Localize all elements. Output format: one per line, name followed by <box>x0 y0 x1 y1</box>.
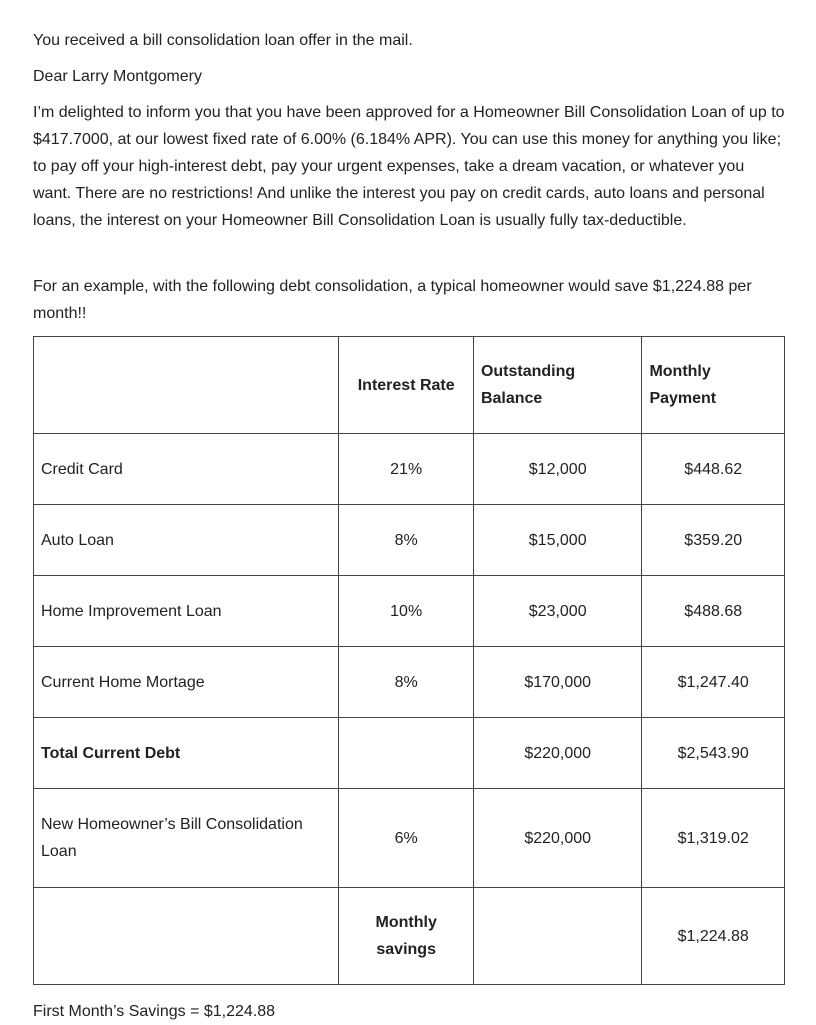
greeting: Dear Larry Montgomery <box>33 68 202 85</box>
row-label: Auto Loan <box>34 505 339 576</box>
intro-text: You received a bill consolidation loan offer in the mail. <box>33 32 413 49</box>
row-rate: 21% <box>339 434 474 505</box>
row-balance: $220,000 <box>473 789 642 888</box>
first-month-savings: First Month’s Savings = $1,224.88 <box>33 1003 276 1020</box>
row-balance: $220,000 <box>473 718 642 789</box>
table-row <box>34 576 785 647</box>
row-rate <box>339 718 474 789</box>
row-label: Current Home Mortage <box>34 647 339 718</box>
debt-comparison-table <box>33 336 785 985</box>
header-interest-rate: Interest Rate <box>339 337 474 434</box>
header-monthly-payment: Monthly Payment <box>642 337 785 434</box>
monthly-savings-label: Monthly savings <box>339 888 474 985</box>
row-label: Credit Card <box>34 434 339 505</box>
row-payment: $2,543.90 <box>642 718 785 789</box>
table-row <box>34 647 785 718</box>
header-blank <box>34 337 339 434</box>
table-row-savings <box>34 888 785 985</box>
header-outstanding-balance: Outstanding Balance <box>473 337 642 434</box>
row-balance: $170,000 <box>473 647 642 718</box>
row-rate: 6% <box>339 789 474 888</box>
row-label: Total Current Debt <box>34 718 339 789</box>
row-rate: 8% <box>339 505 474 576</box>
row-label: New Homeowner’s Bill Consolidation Loan <box>34 789 339 888</box>
row-balance: $23,000 <box>473 576 642 647</box>
row-label <box>34 888 339 985</box>
row-payment: $1,319.02 <box>642 789 785 888</box>
monthly-savings-value: $1,224.88 <box>642 888 785 985</box>
row-rate: 8% <box>339 647 474 718</box>
table-header-row <box>34 337 785 434</box>
row-balance <box>473 888 642 985</box>
row-rate: 10% <box>339 576 474 647</box>
row-payment: $1,247.40 <box>642 647 785 718</box>
table-row <box>34 434 785 505</box>
row-balance: $15,000 <box>473 505 642 576</box>
row-balance: $12,000 <box>473 434 642 505</box>
row-payment: $488.68 <box>642 576 785 647</box>
example-text: For an example, with the following debt consolidation, a typical homeowner would save $1,224.88 per month!! <box>33 278 752 322</box>
table-row <box>34 505 785 576</box>
row-payment: $448.62 <box>642 434 785 505</box>
table-row-total <box>34 718 785 789</box>
row-payment: $359.20 <box>642 505 785 576</box>
table-row-new-loan <box>34 789 785 888</box>
row-label: Home Improvement Loan <box>34 576 339 647</box>
letter-body: I’m delighted to inform you that you have been approved for a Homeowner Bill Consolidation Loan of up to $417.7000, at our lowest fixed rate of 6.00% (6.184% APR). You can use this money for anything you like; to pay off your high-interest debt, pay your urgent expenses, take a dream vacation, or whatever you want. There are no restrictions! And unlike the interest you pay on credit cards, auto loans and personal loans, the interest on your Homeowner Bill Consolidation Loan is usually fully tax-deductible. <box>33 104 785 229</box>
